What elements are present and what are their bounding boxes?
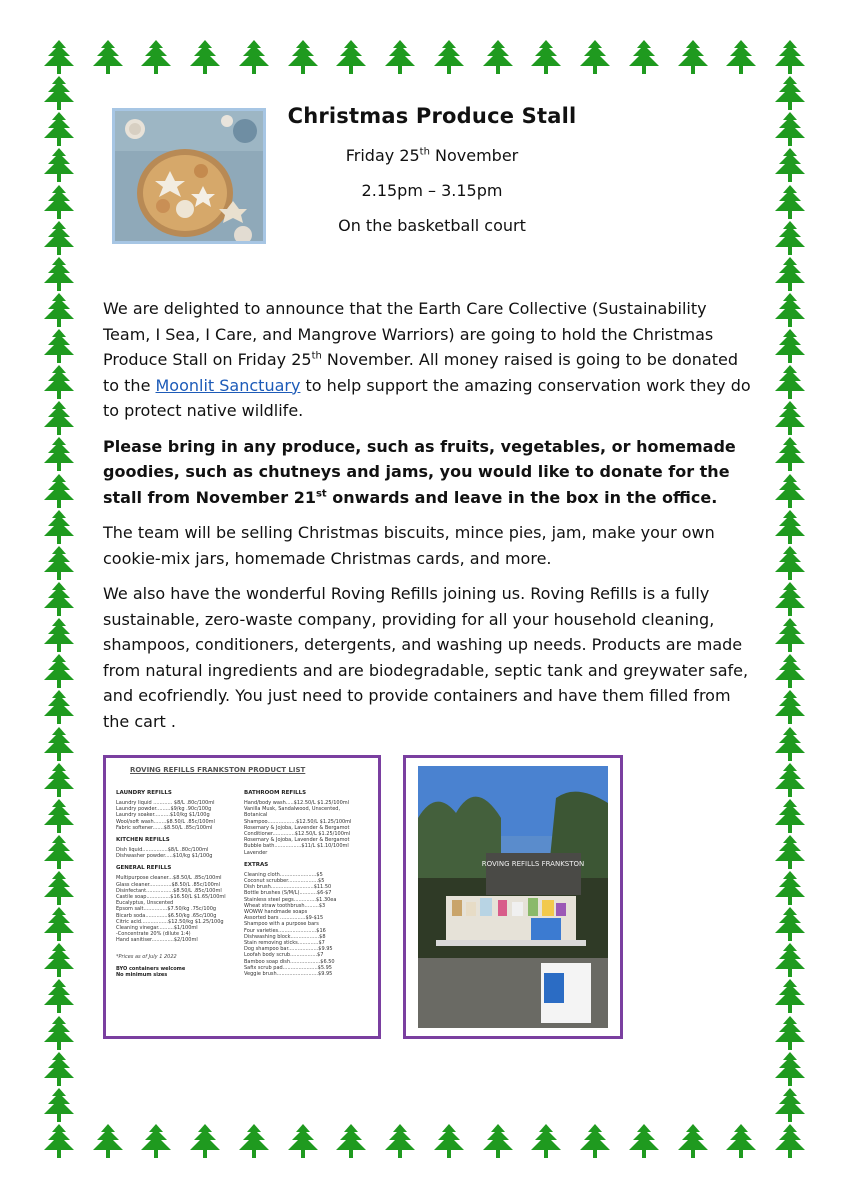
christmas-tree-icon [773, 221, 807, 257]
donation-request-paragraph [103, 434, 753, 511]
christmas-tree-icon [773, 582, 807, 618]
product-line: Veggie brush..........................$9.95 [244, 971, 333, 978]
christmas-tree-icon [383, 1124, 417, 1160]
product-line: Dog shampoo bar...................$9.95 [244, 946, 333, 953]
christmas-tree-icon [42, 1124, 76, 1160]
christmas-tree-icon [42, 1016, 76, 1052]
product-line: Bottle brushes (S/M/L)...........$6-$7 [244, 890, 332, 897]
byo-containers-note: BYO containers welcome [116, 965, 186, 972]
request-text-1: Please bring in any produce, such as fruits, vegetables, or homemade goodies, such as chutneys and jams, you would like to donate for the stall from November 21 [103, 436, 736, 507]
product-line: Laundry soaker..........$10/kg $1/100g [116, 812, 210, 819]
christmas-tree-icon [773, 1052, 807, 1088]
product-line: Safix scrub pad......................$5.95 [244, 964, 332, 971]
event-date-month: November [429, 146, 519, 165]
christmas-tree-icon [773, 727, 807, 763]
event-header [282, 104, 582, 251]
christmas-tree-icon [773, 763, 807, 799]
product-line: Coconut scrubber...................$5 [244, 878, 325, 885]
product-list-left-column [116, 784, 236, 978]
product-line: Wool/soft wash........$8.50/L .85c/100ml [116, 818, 215, 825]
christmas-tree-icon [42, 727, 76, 763]
event-date [282, 146, 582, 165]
christmas-tree-icon [773, 329, 807, 365]
christmas-tree-icon [334, 40, 368, 76]
christmas-tree-icon [42, 401, 76, 437]
christmas-tree-icon [42, 185, 76, 221]
christmas-tree-icon [773, 546, 807, 582]
intro-text-1: We are delighted to announce that the Earth Care Collective (Sustainability Team, I Sea, I Care, and Mangrove Warriors) are going to hold the Christmas Produce Stall on Friday 25 [103, 299, 714, 369]
christmas-tree-icon [773, 474, 807, 510]
product-line: Laundry powder.........$9/kg .90c/100g [116, 806, 212, 813]
christmas-tree-icon [42, 871, 76, 907]
christmas-tree-icon [42, 618, 76, 654]
product-line: Rosemary & Jojoba, Lavender & Bergamot [244, 824, 350, 831]
product-line: Hand sanitiser..............$2/100ml [116, 937, 198, 944]
product-line: Glass cleaner..............$8.50/L .85c/100ml [116, 881, 221, 888]
product-line: Rosemary & Jojoba, Lavender & Bergamot [244, 837, 350, 844]
christmas-tree-icon [773, 40, 807, 76]
christmas-tree-icon [42, 365, 76, 401]
product-line: Vanilla Musk, Sandalwood, Unscented, [244, 806, 341, 813]
product-line: Conditioner..............$12.50/L $1.25/100ml [244, 831, 351, 838]
christmas-tree-icon [237, 40, 271, 76]
product-list-card [103, 755, 381, 1039]
intro-paragraph [103, 296, 753, 424]
event-location: On the basketball court [338, 216, 526, 235]
christmas-tree-icon [42, 257, 76, 293]
no-minimum-note: No minimum sizes [116, 971, 168, 978]
roving-refills-cart-photo [403, 755, 623, 1039]
christmas-tree-icon [773, 76, 807, 112]
christmas-tree-icon [773, 1088, 807, 1124]
product-line: Dishwasher powder.....$10/kg $1/100g [116, 853, 213, 860]
product-line: Dish brush...........................$11.50 [244, 884, 332, 891]
christmas-tree-icon [676, 40, 710, 76]
christmas-tree-icon [773, 835, 807, 871]
product-line: Shampoo with a purpose bars [244, 921, 319, 928]
christmas-tree-icon [773, 1124, 807, 1160]
christmas-tree-icon [773, 293, 807, 329]
moonlit-sanctuary-link[interactable]: Moonlit Sanctuary [155, 375, 301, 395]
product-section-heading: EXTRAS [244, 861, 269, 868]
product-line: Castile soap...............$16.50/L $1.65/100ml [116, 894, 226, 901]
product-line: Botanical [244, 812, 268, 819]
christmas-tree-icon [383, 40, 417, 76]
product-line: Citric acid.................$12.50/kg $1.25/100g [116, 918, 224, 925]
christmas-tree-icon [237, 1124, 271, 1160]
christmas-tree-icon [773, 365, 807, 401]
event-title: Christmas Produce Stall [287, 104, 577, 128]
christmas-tree-icon [481, 1124, 515, 1160]
product-line: Laundry liquid ............ $8/L .80c/100ml [116, 800, 215, 806]
request-sup: st [315, 488, 327, 500]
request-text-2: onwards and leave in the box in the office. [326, 487, 718, 507]
product-line: Dishwashing block..................$8 [244, 933, 326, 940]
christmas-tree-icon [42, 654, 76, 690]
product-line: Four varieties........................$16 [244, 927, 326, 934]
christmas-tree-icon [773, 618, 807, 654]
christmas-tree-icon [529, 1124, 563, 1160]
christmas-tree-icon [773, 690, 807, 726]
product-section-heading: KITCHEN REFILLS [116, 837, 170, 844]
christmas-tree-icon [42, 943, 76, 979]
product-section-heading: LAUNDRY REFILLS [116, 790, 172, 796]
christmas-tree-icon [578, 40, 612, 76]
christmas-tree-icon [42, 112, 76, 148]
christmas-tree-icon [773, 185, 807, 221]
christmas-tree-icon [627, 40, 661, 76]
product-line: Cleaning cloth.......................$5 [244, 871, 323, 878]
product-line: Epsom salt...............$7.50/kg .75c/100g [116, 906, 217, 913]
christmas-tree-icon [773, 654, 807, 690]
christmas-tree-icon [42, 1052, 76, 1088]
product-line: Cleaning vinegar..........$1/100ml [116, 925, 198, 932]
product-line: Disinfectant.................$8.50/L .85c/100ml [116, 887, 222, 894]
christmas-tree-icon [188, 1124, 222, 1160]
cart-sign-text: ROVING REFILLS FRANKSTON [481, 860, 585, 868]
product-line: Dish liquid................$8/L .80c/100ml [116, 847, 209, 854]
christmas-tree-icon [773, 907, 807, 943]
price-note: *Prices as of July 1 2022 [116, 953, 177, 960]
christmas-tree-icon [676, 1124, 710, 1160]
product-line: Eucalyptus, Unscented [116, 900, 174, 907]
christmas-tree-icon [42, 799, 76, 835]
christmas-tree-icon [578, 1124, 612, 1160]
intro-text-3: to help support the amazing conservation work they do to protect native wildlife. [103, 375, 751, 420]
christmas-tree-icon [481, 40, 515, 76]
christmas-tree-icon [42, 40, 76, 76]
roving-refills-paragraph: We also have the wonderful Roving Refills joining us. Roving Refills is a fully sustainable, zero-waste company, providing for all your household cleaning, shampoos, conditioners, detergents, and washing up needs. Products are made from natural ingredients and are biodegradable, septic tank and greywater safe, and ecofriendly. You just need to provide containers and have them filled from the cart . [103, 584, 749, 731]
christmas-tree-icon [91, 1124, 125, 1160]
intro-text-2: November. All money raised is going to be donated to the [103, 350, 738, 395]
christmas-tree-icon [773, 401, 807, 437]
christmas-tree-icon [42, 510, 76, 546]
christmas-tree-icon [139, 40, 173, 76]
christmas-tree-icon [91, 40, 125, 76]
product-line: Bubble bath.................$11/L $1.10/100ml [244, 843, 349, 850]
christmas-tree-icon [42, 329, 76, 365]
christmas-tree-icon [773, 437, 807, 473]
christmas-tree-icon [42, 437, 76, 473]
christmas-tree-icon [773, 1016, 807, 1052]
christmas-tree-icon [773, 257, 807, 293]
product-line: Bamboo soap dish...................$6.50 [244, 958, 335, 965]
christmas-tree-icon [724, 1124, 758, 1160]
product-list-right-column [244, 784, 364, 978]
christmas-tree-icon [42, 293, 76, 329]
christmas-tree-icon [286, 40, 320, 76]
christmas-tree-icon [773, 112, 807, 148]
product-line: Stain removing sticks.............$7 [244, 940, 325, 947]
product-list-title: ROVING REFILLS FRANKSTON PRODUCT LIST [130, 766, 306, 774]
christmas-tree-icon [773, 979, 807, 1015]
christmas-tree-icon [529, 40, 563, 76]
christmas-tree-icon [286, 1124, 320, 1160]
christmas-tree-icon [188, 40, 222, 76]
product-line: Wheat straw toothbrush.........$3 [244, 902, 326, 909]
product-line: Lavender [244, 849, 268, 856]
intro-sup: th [311, 350, 322, 362]
product-line: Shampoo..................$12.50/L $1.25/100ml [244, 818, 352, 825]
christmas-tree-icon [42, 76, 76, 112]
product-line: -Concentrate 20% (dilute 1:4) [116, 931, 191, 938]
christmas-tree-icon [139, 1124, 173, 1160]
body-text [103, 296, 753, 744]
product-line: Fabric softener.......$8.50/L .85c/100ml [116, 824, 213, 831]
product-line: Multipurpose cleaner...$8.50/L .85c/100ml [116, 875, 222, 882]
christmas-tree-icon [773, 148, 807, 184]
event-date-text: Friday 25 [345, 146, 420, 165]
christmas-tree-icon [42, 907, 76, 943]
product-line: WOWW handmade soaps [244, 909, 308, 916]
christmas-tree-icon [42, 835, 76, 871]
christmas-tree-icon [432, 40, 466, 76]
christmas-tree-icon [42, 148, 76, 184]
christmas-tree-icon [42, 763, 76, 799]
product-line: Bicarb soda..............$6.50/kg .65c/100g [116, 912, 217, 919]
christmas-tree-icon [773, 799, 807, 835]
christmas-tree-icon [42, 1088, 76, 1124]
product-line: Assorted bars ................$9-$15 [244, 915, 324, 922]
christmas-tree-icon [432, 1124, 466, 1160]
christmas-cookies-photo [112, 108, 266, 244]
product-line: Stainless steel pegs..............$1.30ea [244, 896, 337, 903]
product-line: Hand/body wash.....$12.50/L $1.25/100ml [244, 800, 350, 806]
christmas-tree-icon [42, 582, 76, 618]
christmas-tree-icon [42, 979, 76, 1015]
christmas-tree-icon [42, 221, 76, 257]
product-section-heading: GENERAL REFILLS [116, 865, 172, 872]
event-date-suffix: th [419, 146, 430, 158]
event-time: 2.15pm – 3.15pm [361, 181, 503, 200]
christmas-tree-icon [773, 871, 807, 907]
product-line: Loofah body scrub.................$7 [244, 952, 324, 959]
christmas-tree-icon [773, 943, 807, 979]
christmas-tree-icon [42, 690, 76, 726]
christmas-tree-icon [42, 474, 76, 510]
christmas-tree-icon [773, 510, 807, 546]
christmas-tree-icon [724, 40, 758, 76]
product-section-heading: BATHROOM REFILLS [244, 790, 307, 796]
selling-paragraph: The team will be selling Christmas biscuits, mince pies, jam, make your own cookie-mix jars, homemade Christmas cards, and more. [103, 523, 715, 568]
christmas-tree-icon [334, 1124, 368, 1160]
christmas-tree-icon [627, 1124, 661, 1160]
christmas-tree-icon [42, 546, 76, 582]
